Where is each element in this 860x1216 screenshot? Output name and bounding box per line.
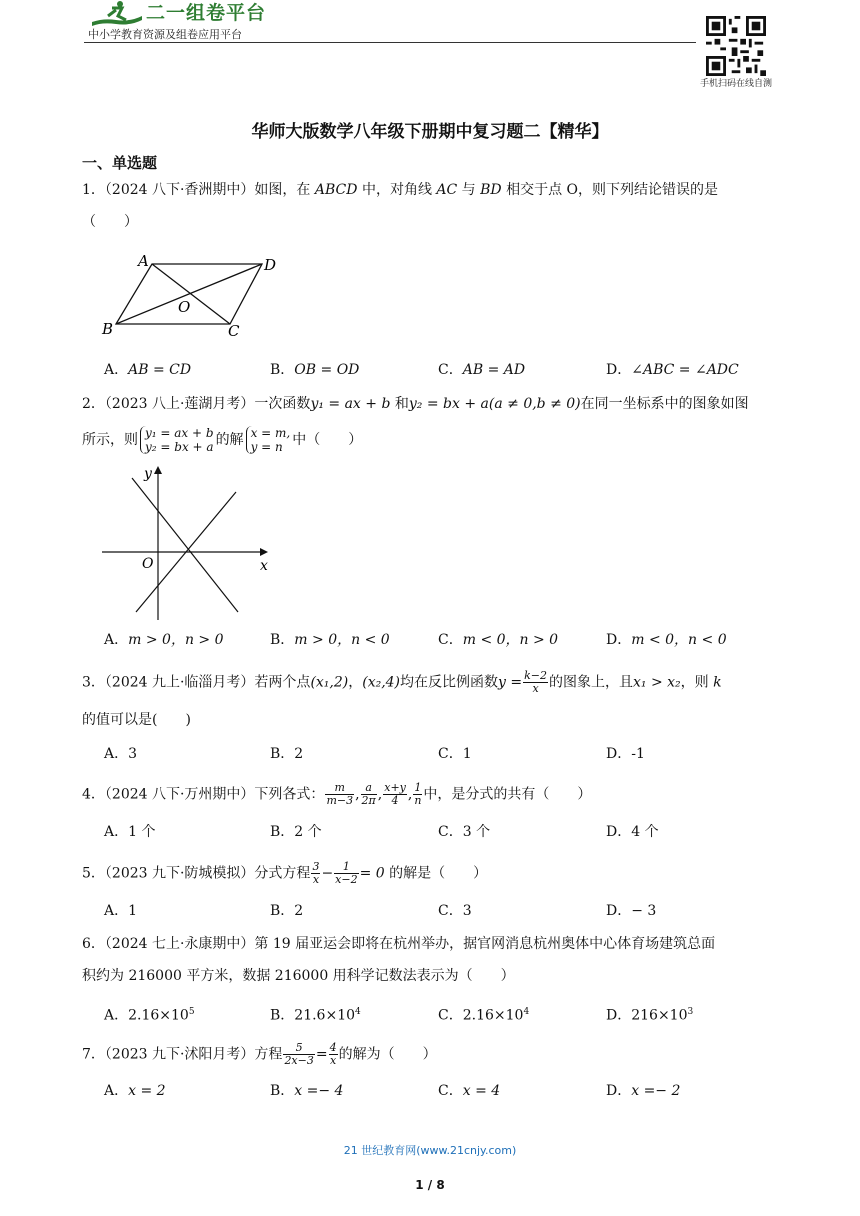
q7-option-b[interactable]: B．x =− 4 — [270, 1083, 344, 1099]
q3-option-a[interactable]: A．3 — [104, 746, 138, 762]
parallelogram-figure — [96, 250, 286, 340]
label-D: D — [264, 256, 277, 274]
question-5-stem: 5．（2023 九下·防城模拟）分式方程 $\frac{3}{x}$ − $\frac{1}{x-2}$ = 0 的解是（ ） — [82, 860, 488, 886]
q7-option-d[interactable]: D．x =− 2 — [606, 1083, 681, 1099]
q6-option-a[interactable]: A．$2.16\times 10^5$ — [104, 1007, 195, 1024]
q5-option-b[interactable]: B．2 — [270, 903, 304, 919]
question-6-stem-cont: 积约为 216000 平方米，数据 216000 用科学记数法表示为（ ） — [82, 968, 515, 984]
runner-logo-icon — [86, 0, 146, 28]
q1-option-a[interactable]: A．AB = CD — [104, 362, 192, 378]
q5-option-d[interactable]: D．− 3 — [606, 903, 657, 919]
question-1-stem-cont: （ ） — [82, 214, 138, 230]
header-subtitle: 中小学教育资源及组卷应用平台 — [88, 28, 242, 41]
q3-option-c[interactable]: C．1 — [438, 746, 472, 762]
qr-caption: 手机扫码在线自测 — [700, 79, 773, 89]
q4-option-d[interactable]: D．4 个 — [606, 824, 659, 840]
logo-text: 二一组卷平台 — [146, 2, 267, 24]
axis-label-x: x — [260, 558, 268, 574]
label-B: B — [102, 320, 114, 338]
q2-option-d[interactable]: D．m < 0，n < 0 — [606, 632, 727, 648]
question-2-stem-cont: 所示，则 y₁ = ax + b y₂ = bx + a 的解 x = m, y = n 中（ ） — [82, 426, 363, 454]
q1-option-d[interactable]: D．∠ABC = ∠ADC — [606, 362, 739, 378]
linear-functions-graph — [96, 462, 276, 622]
q2-option-a[interactable]: A．m > 0，n > 0 — [104, 632, 224, 648]
q2-option-c[interactable]: C．m < 0，n > 0 — [438, 632, 559, 648]
question-3-stem-cont: 的值可以是( ) — [82, 712, 191, 728]
q6-option-c[interactable]: C．$2.16\times 10^4$ — [438, 1007, 530, 1024]
label-A: A — [138, 252, 149, 270]
question-6-stem: 6．（2024 七上·永康期中）第 19 届亚运会即将在杭州举办，据官网消息杭州奥体中心体育场建筑总面 — [82, 936, 716, 952]
axis-label-y: y — [144, 466, 152, 482]
footer-link[interactable]: 21 世纪教育网(www.21cnjy.com) — [343, 1144, 517, 1157]
q4-option-b[interactable]: B．2 个 — [270, 824, 322, 840]
q5-option-a[interactable]: A．1 — [104, 903, 138, 919]
q1-option-b[interactable]: B．OB = OD — [270, 362, 360, 378]
q2-option-b[interactable]: B．m > 0，n < 0 — [270, 632, 390, 648]
equation-system-2: x = m, y = n — [246, 426, 291, 454]
origin-label: O — [142, 556, 154, 572]
label-O: O — [178, 298, 191, 316]
question-3-stem: 3．（2024 九上·临淄月考）若两个点(x₁,2)，(x₂,4)均在反比例函数y = $\frac{k-2}{x}$ 的图象上，且x₁ > x₂，则 k — [82, 669, 722, 695]
question-2-stem: 2．（2023 八上·莲湖月考）一次函数y₁ = ax + b 和y₂ = bx + a(a ≠ 0,b ≠ 0)在同一坐标系中的图象如图 — [82, 396, 749, 412]
equation-system-1: y₁ = ax + b y₂ = bx + a — [140, 426, 214, 454]
q5-option-c[interactable]: C．3 — [438, 903, 472, 919]
q7-option-c[interactable]: C．x = 4 — [438, 1083, 501, 1099]
page-number: 1 / 8 — [415, 1178, 445, 1192]
question-4-stem: 4．（2024 八下·万州期中）下列各式： $\frac{m}{m-3}$ , $\frac{a}{2\pi}$ , $\frac{x+y}{4}$ , $\frac{1}{n}$ 中，是分式的共有（ ） — [82, 781, 592, 807]
q4-option-a[interactable]: A．1 个 — [104, 824, 156, 840]
q6-option-d[interactable]: D．$216\times 10^3$ — [606, 1007, 694, 1024]
q6-option-b[interactable]: B．$21.6\times 10^4$ — [270, 1007, 361, 1024]
q7-option-a[interactable]: A．x = 2 — [104, 1083, 166, 1099]
q1-option-c[interactable]: C．AB = AD — [438, 362, 526, 378]
q3-option-b[interactable]: B．2 — [270, 746, 304, 762]
label-C: C — [228, 322, 240, 340]
q3-option-d[interactable]: D．-1 — [606, 746, 645, 762]
section-heading: 一、单选题 — [82, 154, 158, 172]
question-7-stem: 7．（2023 九下·沭阳月考）方程 $\frac{5}{2x-3}$ = $\frac{4}{x}$ 的解为（ ） — [82, 1041, 437, 1067]
header-divider — [84, 42, 696, 43]
question-1-stem: 1．（2024 八下·香洲期中）如图，在 ABCD 中，对角线 AC 与 BD 相交于点 O，则下列结论错误的是 — [82, 182, 719, 198]
qr-code-icon[interactable] — [706, 16, 766, 76]
page-title: 华师大版数学八年级下册期中复习题二【精华】 — [251, 122, 609, 142]
q4-option-c[interactable]: C．3 个 — [438, 824, 491, 840]
